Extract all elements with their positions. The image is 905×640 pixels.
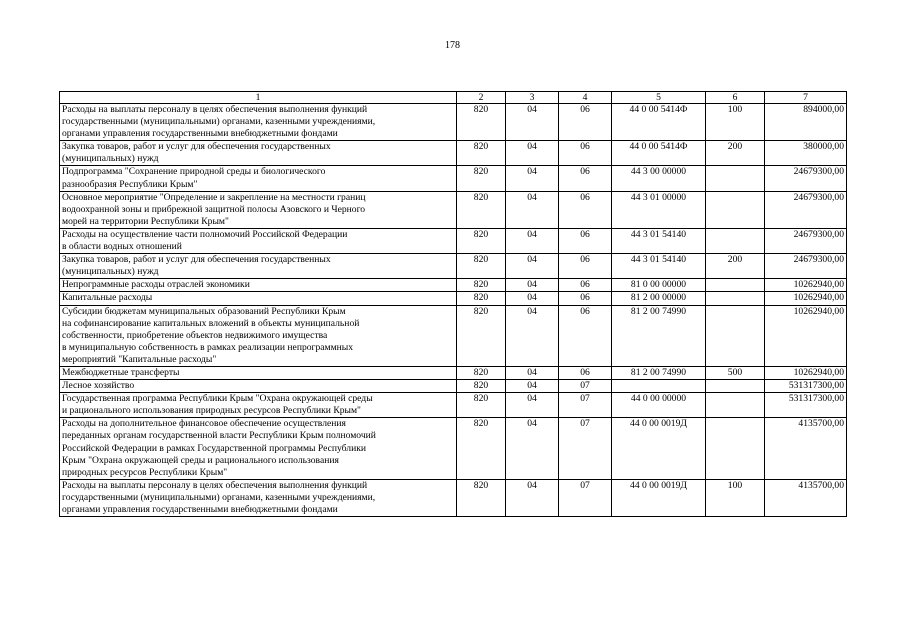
row-expense-type-code: 200 <box>706 141 765 166</box>
row-subsection-code: 07 <box>559 479 612 516</box>
table-row <box>60 191 847 228</box>
row-subsection-code: 06 <box>559 279 612 292</box>
table-row <box>60 380 847 393</box>
row-section-code: 04 <box>506 141 559 166</box>
row-grbs-code: 820 <box>457 380 506 393</box>
row-description: Капитальные расходы <box>60 292 457 305</box>
row-grbs-code: 820 <box>457 418 506 479</box>
page-number: 178 <box>445 40 460 51</box>
row-subsection-code: 06 <box>559 305 612 366</box>
column-header-3: 3 <box>506 92 559 104</box>
column-header-2: 2 <box>457 92 506 104</box>
row-subsection-code: 06 <box>559 166 612 191</box>
budget-table <box>59 91 847 517</box>
row-description: Непрограммные расходы отраслей экономики <box>60 279 457 292</box>
table-row <box>60 279 847 292</box>
column-header-5: 5 <box>612 92 706 104</box>
row-target-article-code: 44 3 00 00000 <box>612 166 706 191</box>
row-target-article-code: 81 2 00 74990 <box>612 305 706 366</box>
row-target-article-code: 44 0 00 5414Ф <box>612 104 706 141</box>
row-target-article-code: 81 0 00 00000 <box>612 279 706 292</box>
table-row <box>60 305 847 366</box>
row-subsection-code: 06 <box>559 104 612 141</box>
table-row <box>60 141 847 166</box>
row-grbs-code: 820 <box>457 305 506 366</box>
row-expense-type-code: 100 <box>706 479 765 516</box>
row-expense-type-code <box>706 393 765 418</box>
row-grbs-code: 820 <box>457 254 506 279</box>
row-expense-type-code: 500 <box>706 366 765 379</box>
row-description: Основное мероприятие "Определение и закрепление на местности границ водоохранной зоны и прибрежной защитной полосы Азовского и Черного морей на территории Республики Крым" <box>60 191 457 228</box>
row-subsection-code: 07 <box>559 393 612 418</box>
row-description: Расходы на выплаты персоналу в целях обеспечения выполнения функций государственными (муниципальными) органами, казенными учреждениями, органами управления государственными внебюджетными фондами <box>60 104 457 141</box>
row-amount: 10262940,00 <box>765 366 847 379</box>
row-section-code: 04 <box>506 191 559 228</box>
row-subsection-code: 06 <box>559 191 612 228</box>
row-target-article-code: 44 0 00 5414Ф <box>612 141 706 166</box>
row-description: Закупка товаров, работ и услуг для обеспечения государственных (муниципальных) нужд <box>60 254 457 279</box>
row-expense-type-code: 200 <box>706 254 765 279</box>
column-header-6: 6 <box>706 92 765 104</box>
row-section-code: 04 <box>506 380 559 393</box>
row-description: Закупка товаров, работ и услуг для обеспечения государственных (муниципальных) нужд <box>60 141 457 166</box>
row-description: Лесное хозяйство <box>60 380 457 393</box>
row-section-code: 04 <box>506 254 559 279</box>
row-target-article-code <box>612 380 706 393</box>
table-row <box>60 104 847 141</box>
row-section-code: 04 <box>506 366 559 379</box>
row-section-code: 04 <box>506 166 559 191</box>
column-header-1: 1 <box>60 92 457 104</box>
row-grbs-code: 820 <box>457 479 506 516</box>
row-amount: 24679300,00 <box>765 166 847 191</box>
row-amount: 894000,00 <box>765 104 847 141</box>
row-target-article-code: 44 3 01 54140 <box>612 228 706 253</box>
row-grbs-code: 820 <box>457 104 506 141</box>
row-description: Расходы на дополнительное финансовое обеспечение осуществления переданных органам государственной власти Республики Крым полномочий Российской Федерации в рамках Государственной программы Республики Крым "Охрана окружающей среды и рационального использования природных ресурсов Республики Крым" <box>60 418 457 479</box>
row-expense-type-code <box>706 279 765 292</box>
row-target-article-code: 44 3 01 00000 <box>612 191 706 228</box>
row-grbs-code: 820 <box>457 366 506 379</box>
row-target-article-code: 44 0 00 0019Д <box>612 479 706 516</box>
table-row <box>60 166 847 191</box>
row-target-article-code: 44 3 01 54140 <box>612 254 706 279</box>
row-target-article-code: 44 0 00 00000 <box>612 393 706 418</box>
row-description: Межбюджетные трансферты <box>60 366 457 379</box>
row-amount: 531317300,00 <box>765 393 847 418</box>
row-target-article-code: 81 2 00 74990 <box>612 366 706 379</box>
row-target-article-code: 44 0 00 0019Д <box>612 418 706 479</box>
table-row <box>60 292 847 305</box>
row-amount: 10262940,00 <box>765 292 847 305</box>
row-section-code: 04 <box>506 479 559 516</box>
row-grbs-code: 820 <box>457 228 506 253</box>
row-description: Подпрограмма "Сохранение природной среды и биологического разнообразия Республики Крым" <box>60 166 457 191</box>
row-section-code: 04 <box>506 305 559 366</box>
row-grbs-code: 820 <box>457 191 506 228</box>
row-section-code: 04 <box>506 292 559 305</box>
row-expense-type-code <box>706 418 765 479</box>
table-row <box>60 418 847 479</box>
column-header-7: 7 <box>765 92 847 104</box>
row-expense-type-code <box>706 380 765 393</box>
table-row <box>60 479 847 516</box>
row-grbs-code: 820 <box>457 166 506 191</box>
row-amount: 531317300,00 <box>765 380 847 393</box>
row-grbs-code: 820 <box>457 292 506 305</box>
row-amount: 4135700,00 <box>765 479 847 516</box>
row-subsection-code: 06 <box>559 292 612 305</box>
row-section-code: 04 <box>506 393 559 418</box>
row-expense-type-code <box>706 305 765 366</box>
row-amount: 24679300,00 <box>765 191 847 228</box>
row-grbs-code: 820 <box>457 141 506 166</box>
row-description: Расходы на выплаты персоналу в целях обеспечения выполнения функций государственными (муниципальными) органами, казенными учреждениями, органами управления государственными внебюджетными фондами <box>60 479 457 516</box>
row-description: Государственная программа Республики Крым "Охрана окружающей среды и рационального использования природных ресурсов Республики Крым" <box>60 393 457 418</box>
row-section-code: 04 <box>506 279 559 292</box>
row-amount: 24679300,00 <box>765 228 847 253</box>
table-row <box>60 366 847 379</box>
row-description: Субсидии бюджетам муниципальных образований Республики Крым на софинансирование капитальных вложений в объекты муниципальной собственности, приобретение объектов недвижимого имущества в муниципальную собственность в рамках реализации непрограммных мероприятий "Капитальные расходы" <box>60 305 457 366</box>
row-subsection-code: 06 <box>559 141 612 166</box>
row-expense-type-code: 100 <box>706 104 765 141</box>
row-grbs-code: 820 <box>457 393 506 418</box>
row-subsection-code: 06 <box>559 254 612 279</box>
row-subsection-code: 06 <box>559 228 612 253</box>
row-amount: 380000,00 <box>765 141 847 166</box>
row-amount: 10262940,00 <box>765 305 847 366</box>
row-target-article-code: 81 2 00 00000 <box>612 292 706 305</box>
row-expense-type-code <box>706 292 765 305</box>
table-row <box>60 393 847 418</box>
row-expense-type-code <box>706 228 765 253</box>
row-section-code: 04 <box>506 228 559 253</box>
table-row <box>60 228 847 253</box>
row-expense-type-code <box>706 191 765 228</box>
row-amount: 10262940,00 <box>765 279 847 292</box>
row-section-code: 04 <box>506 418 559 479</box>
row-amount: 4135700,00 <box>765 418 847 479</box>
header-row <box>60 92 847 104</box>
row-subsection-code: 07 <box>559 380 612 393</box>
row-amount: 24679300,00 <box>765 254 847 279</box>
row-expense-type-code <box>706 166 765 191</box>
row-subsection-code: 07 <box>559 418 612 479</box>
table-row <box>60 254 847 279</box>
row-description: Расходы на осуществление части полномочий Российской Федерации в области водных отношений <box>60 228 457 253</box>
row-section-code: 04 <box>506 104 559 141</box>
row-grbs-code: 820 <box>457 279 506 292</box>
column-header-4: 4 <box>559 92 612 104</box>
table-body <box>60 104 847 517</box>
row-subsection-code: 06 <box>559 366 612 379</box>
